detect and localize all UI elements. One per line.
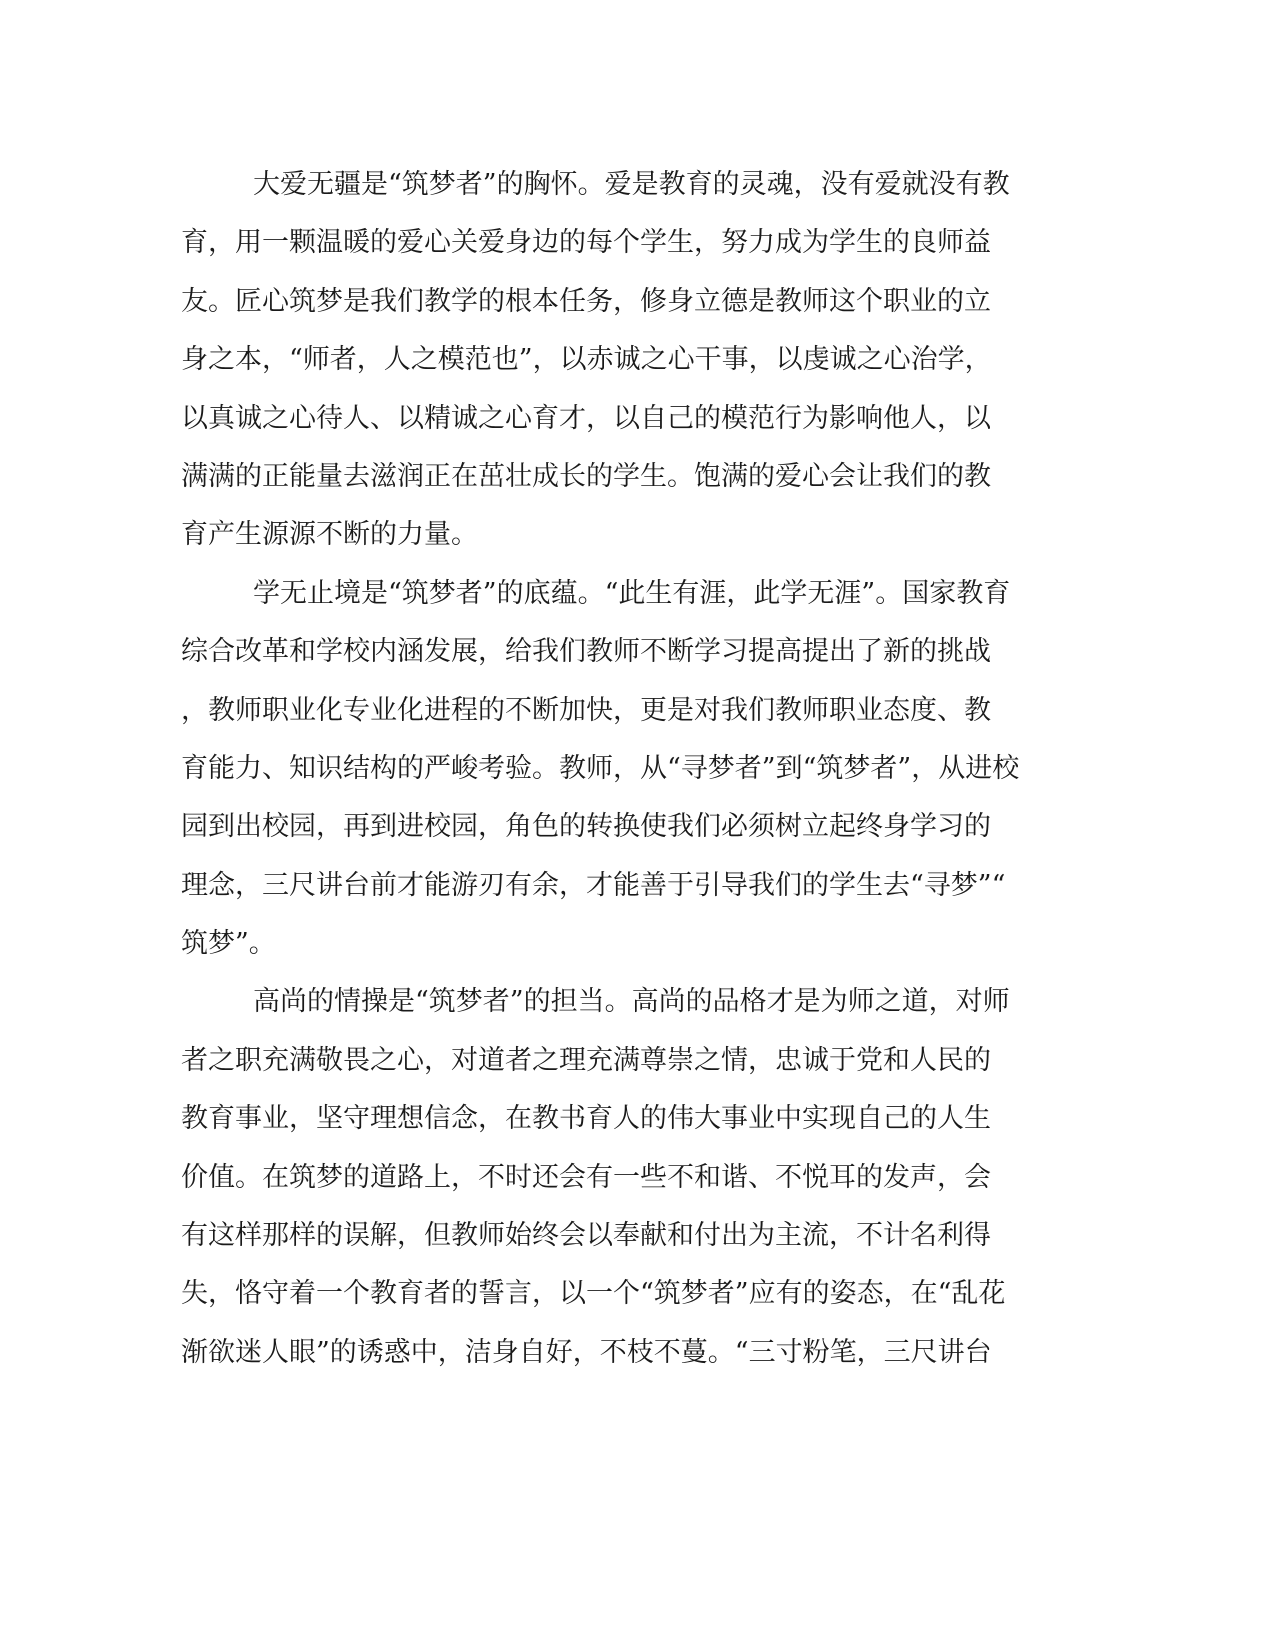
text-line: 友。匠心筑梦是我们教学的根本任务，修身立德是教师这个职业的立	[181, 285, 991, 317]
paragraph-learning	[181, 565, 1031, 974]
text-line: ，教师职业化专业化进程的不断加快，更是对我们教师职业态度、教	[181, 694, 991, 726]
text-line: 教育事业，坚守理想信念，在教书育人的伟大事业中实现自己的人生	[181, 1103, 991, 1135]
paragraph-morality	[181, 973, 1031, 1382]
text-line: 育产生源源不断的力量。	[181, 519, 478, 551]
text-line: 筑梦”。	[181, 928, 276, 960]
text-line: 满满的正能量去滋润正在茁壮成长的学生。饱满的爱心会让我们的教	[181, 460, 991, 492]
paragraph-love	[181, 156, 1031, 565]
text-line: 园到出校园，再到进校园，角色的转换使我们必须树立起终身学习的	[181, 811, 991, 843]
text-line: 渐欲迷人眼”的诱惑中，洁身自好，不枝不蔓。“三寸粉笔，三尺讲台	[181, 1336, 992, 1368]
text-line: 有这样那样的误解，但教师始终会以奉献和付出为主流，不计名利得	[181, 1220, 991, 1252]
text-line: 学无止境是“筑梦者”的底蕴。“此生有涯，此学无涯”。国家教育	[253, 577, 1011, 609]
text-line: 者之职充满敬畏之心，对道者之理充满尊崇之情，忠诚于党和人民的	[181, 1044, 991, 1076]
text-line: 高尚的情操是“筑梦者”的担当。高尚的品格才是为师之道，对师	[253, 986, 1010, 1018]
text-line: 以真诚之心待人、以精诚之心育才，以自己的模范行为影响他人，以	[181, 402, 991, 434]
text-line: 大爱无疆是“筑梦者”的胸怀。爱是教育的灵魂，没有爱就没有教	[253, 169, 1010, 200]
text-line: 育，用一颗温暖的爱心关爱身边的每个学生，努力成为学生的良师益	[181, 227, 991, 259]
text-line: 价值。在筑梦的道路上，不时还会有一些不和谐、不悦耳的发声，会	[181, 1161, 991, 1193]
text-line: 育能力、知识结构的严峻考验。教师，从“寻梦者”到“筑梦者”，从进校	[181, 752, 1020, 784]
text-line: 失，恪守着一个教育者的誓言，以一个“筑梦者”应有的姿态，在“乱花	[181, 1278, 1006, 1310]
text-line: 身之本，“师者，人之模范也”，以赤诚之心干事，以虔诚之心治学，	[181, 344, 992, 376]
text-line: 理念，三尺讲台前才能游刃有余，才能善于引导我们的学生去“寻梦”“	[181, 869, 1006, 901]
text-line: 综合改革和学校内涵发展，给我们教师不断学习提高提出了新的挑战	[181, 636, 991, 668]
document-body	[181, 156, 1031, 1382]
